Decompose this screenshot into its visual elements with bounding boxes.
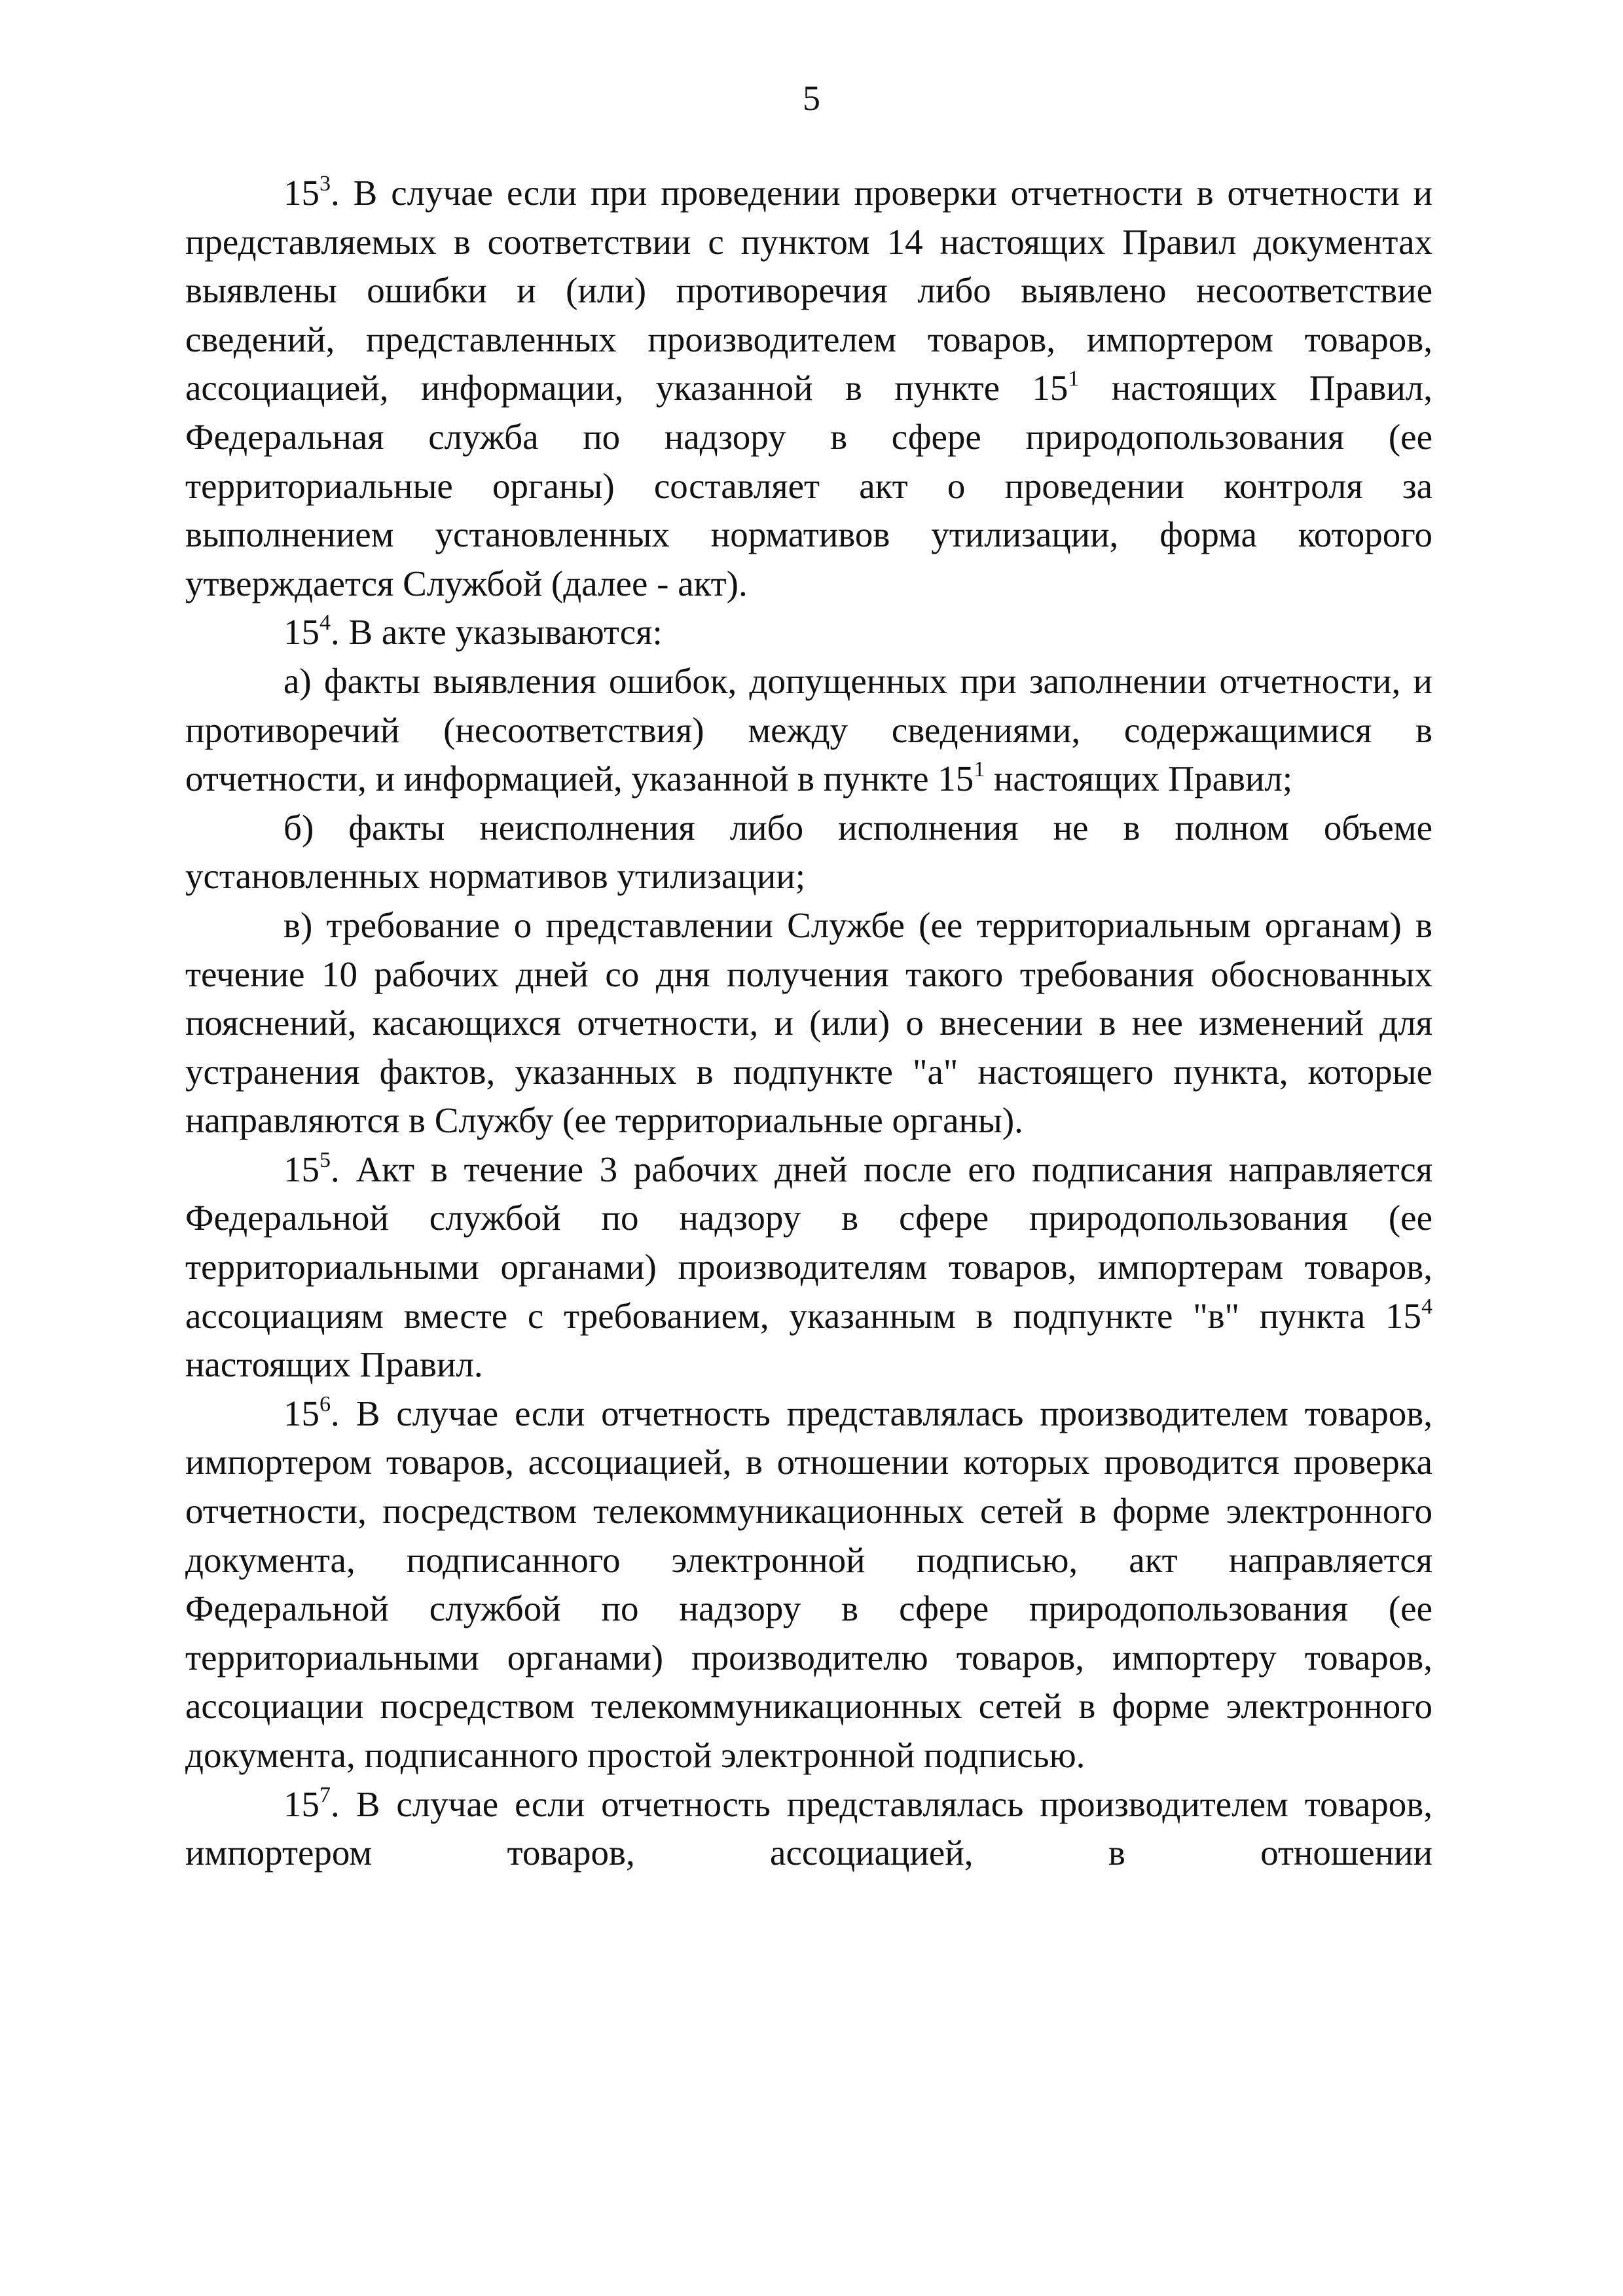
superscript: 3 <box>319 171 331 196</box>
text-run: б) факты неисполнения либо исполнения не в полном объеме установленных нормативов утилизации; <box>185 807 1432 897</box>
paragraph-p15-4-a <box>185 657 1432 804</box>
superscript: 1 <box>1068 367 1080 391</box>
text-run: а) факты выявления ошибок, допущенных при заполнении отчетности, и противоречий (несоответствия) между сведениями, содержащимися в отчетности, и информацией, указанной в пункте 15 <box>185 660 1432 799</box>
text-run: в) требование о представлении Службе (ее территориальным органам) в течение 10 рабочих дней со дня получения такого требования обоснованных пояснений, касающихся отчетности, и (или) о внесении в нее изменений для устранения фактов, указанных в подпункте "а" настоящего пункта, которые направляются в Службу (ее территориальные органы). <box>185 905 1432 1141</box>
text-run: . В случае если отчетность представлялась производителем товаров, импортером товаров, ассоциацией, в отношении которых проводится проверка отчетности, посредством телекоммуникационных сетей в форме электронного документа, подписанного электронной подписью, акт направляется Федеральной службой по надзору в сфере природопользования (ее территориальными органами) производителю товаров, импортеру товаров, ассоциации посредством телекоммуникационных сетей в форме электронного документа, подписанного простой электронной подписью. <box>185 1393 1432 1775</box>
text-run: 15 <box>283 612 319 653</box>
superscript: 4 <box>319 611 331 636</box>
paragraph-p15-3 <box>185 169 1432 608</box>
text-run: . В случае если при проведении проверки отчетности в отчетности и представляемых в соответствии с пунктом 14 настоящих Правил документах выявлены ошибки и (или) противоречия либо выявлено несоответствие сведений, представленных производителем товаров, импортером товаров, ассоциацией, информации, указанной в пункте 15 <box>185 173 1432 408</box>
text-run: . В акте указываются: <box>331 612 663 653</box>
document-body <box>185 169 1432 1878</box>
paragraph-p15-4-b <box>185 804 1432 901</box>
text-run: . В случае если отчетность представлялась производителем товаров, импортером товаров, ассоциацией, в отношении <box>185 1784 1432 1873</box>
paragraph-p15-4-v <box>185 901 1432 1145</box>
text-run: . Акт в течение 3 рабочих дней после его подписания направляется Федеральной службой по надзору в сфере природопользования (ее территориальными органами) производителям товаров, импортерам товаров, ассоциациям вместе с требованием, указанным в подпункте "в" пункта 15 <box>185 1149 1432 1336</box>
superscript: 1 <box>974 757 985 782</box>
superscript: 5 <box>319 1147 331 1172</box>
paragraph-p15-7 <box>185 1780 1432 1878</box>
paragraph-p15-5 <box>185 1145 1432 1390</box>
text-run: настоящих Правил. <box>185 1344 483 1385</box>
text-run: 15 <box>283 1784 319 1824</box>
text-run: настоящих Правил, Федеральная служба по надзору в сфере природопользования (ее территориальные органы) составляет акт о проведении контроля за выполнением установленных нормативов утилизации, форма которого утверждается Службой (далее - акт). <box>185 368 1432 603</box>
text-run: 15 <box>283 1149 319 1189</box>
superscript: 4 <box>1421 1294 1432 1319</box>
text-run: 15 <box>283 173 319 213</box>
paragraph-p15-6 <box>185 1390 1432 1780</box>
page-number: 5 <box>803 79 820 118</box>
text-run: настоящих Правил; <box>985 759 1293 799</box>
superscript: 6 <box>319 1391 331 1416</box>
superscript: 7 <box>319 1782 331 1807</box>
text-run: 15 <box>283 1393 319 1433</box>
paragraph-p15-4 <box>185 608 1432 657</box>
